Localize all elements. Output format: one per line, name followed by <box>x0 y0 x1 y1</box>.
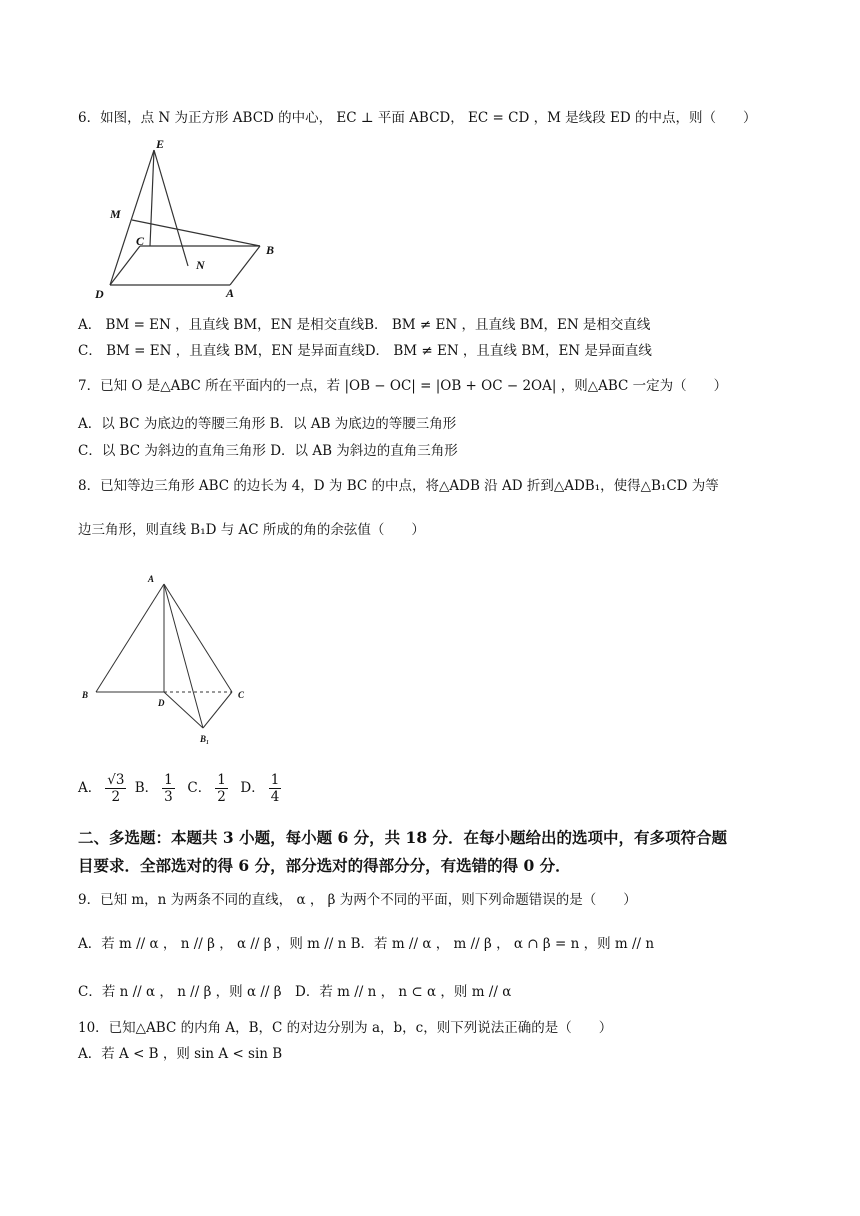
q8-option-b-label: B． <box>134 780 159 796</box>
section2-heading-line1: 二、多选题：本题共 3 小题，每小题 6 分，共 18 分．在每小题给出的选项中，有多项符合题 <box>78 828 728 847</box>
q6-label-B: B <box>266 243 275 257</box>
q8-label-C: C <box>238 690 245 700</box>
q6-options-row1: A． BM = EN ，且直线 BM，EN 是相交直线B． BM ≠ EN ，且直线 BM，EN 是相交直线 <box>78 317 651 333</box>
q8-option-c-fraction <box>215 772 228 805</box>
q9-options-row2: C．若 n // α ， n // β ，则 α // β D．若 m // n ， n ⊂ α ，则 m // α <box>78 984 512 1000</box>
q8-option-d-label: D． <box>240 780 265 796</box>
q8-stem-line2: 边三角形，则直线 B₁D 与 AC 所成的角的余弦值（ ） <box>78 522 425 538</box>
q8-option-d-num: 1 <box>270 772 280 788</box>
q7-stem: 7．已知 O 是△ABC 所在平面内的一点，若 |OB − OC| = |OB + OC − 2OA| ，则△ABC 一定为（ ） <box>78 378 728 394</box>
q8-option-c-num: 1 <box>217 772 226 788</box>
q8-option-d-den: 4 <box>270 789 280 805</box>
section2-heading-line2: 目要求．全部选对的得 6 分，部分选对的得部分分，有选错的得 0 分． <box>78 856 571 875</box>
q8-options <box>78 770 285 806</box>
q6-options-row2: C． BM = EN ，且直线 BM，EN 是异面直线D． BM ≠ EN ，且直线 BM，EN 是异面直线 <box>78 343 652 359</box>
q8-option-d-fraction <box>269 772 282 805</box>
q9-options-row1: A．若 m // α ， n // β ， α // β ，则 m // n B．若 m // α ， m // β ， α ∩ β = n ，则 m // n <box>78 936 655 952</box>
q6-label-A: A <box>226 286 235 300</box>
q8-option-c-label: C． <box>187 780 212 796</box>
q10-stem: 10．已知△ABC 的内角 A，B，C 的对边分别为 a，b，c，则下列说法正确的是（ ） <box>78 1020 613 1036</box>
q7-options-row2: C．以 BC 为斜边的直角三角形 D．以 AB 为斜边的直角三角形 <box>78 443 458 459</box>
q6-label-C: C <box>136 234 145 248</box>
q8-label-B1: B₁ <box>200 734 210 744</box>
q6-label-N: N <box>196 258 205 272</box>
q8-option-b-den: 3 <box>164 789 173 805</box>
q8-stem-line1: 8．已知等边三角形 ABC 的边长为 4，D 为 BC 的中点，将△ADB 沿 AD 折到△ADB₁，使得△B₁CD 为等 <box>78 478 719 494</box>
q6-figure <box>88 136 288 306</box>
q10-option-a: A．若 A < B ，则 sin A < sin B <box>78 1046 283 1062</box>
q8-label-D: D <box>158 698 165 708</box>
q6-label-D: D <box>95 287 104 301</box>
q8-option-a-label: A． <box>78 780 102 796</box>
q8-option-a-den: 2 <box>111 789 121 805</box>
q8-option-a-num: √3 <box>107 772 125 788</box>
q8-option-b-num: 1 <box>164 772 173 788</box>
q6-label-E: E <box>156 137 165 151</box>
q8-option-b-fraction <box>162 772 175 805</box>
q9-stem: 9．已知 m，n 为两条不同的直线， α ， β 为两个不同的平面，则下列命题错误的是（ ） <box>78 892 637 908</box>
q7-options-row1: A．以 BC 为底边的等腰三角形 B．以 AB 为底边的等腰三角形 <box>78 416 457 432</box>
q8-label-B: B <box>82 690 89 700</box>
q6-label-M: M <box>110 207 121 221</box>
q6-stem: 6．如图，点 N 为正方形 ABCD 的中心， EC ⊥ 平面 ABCD， EC = CD ，M 是线段 ED 的中点，则（ ） <box>78 110 757 126</box>
q8-figure <box>76 570 256 750</box>
q8-option-a-fraction <box>105 772 126 805</box>
q8-label-A: A <box>148 574 155 584</box>
q8-option-c-den: 2 <box>217 789 226 805</box>
